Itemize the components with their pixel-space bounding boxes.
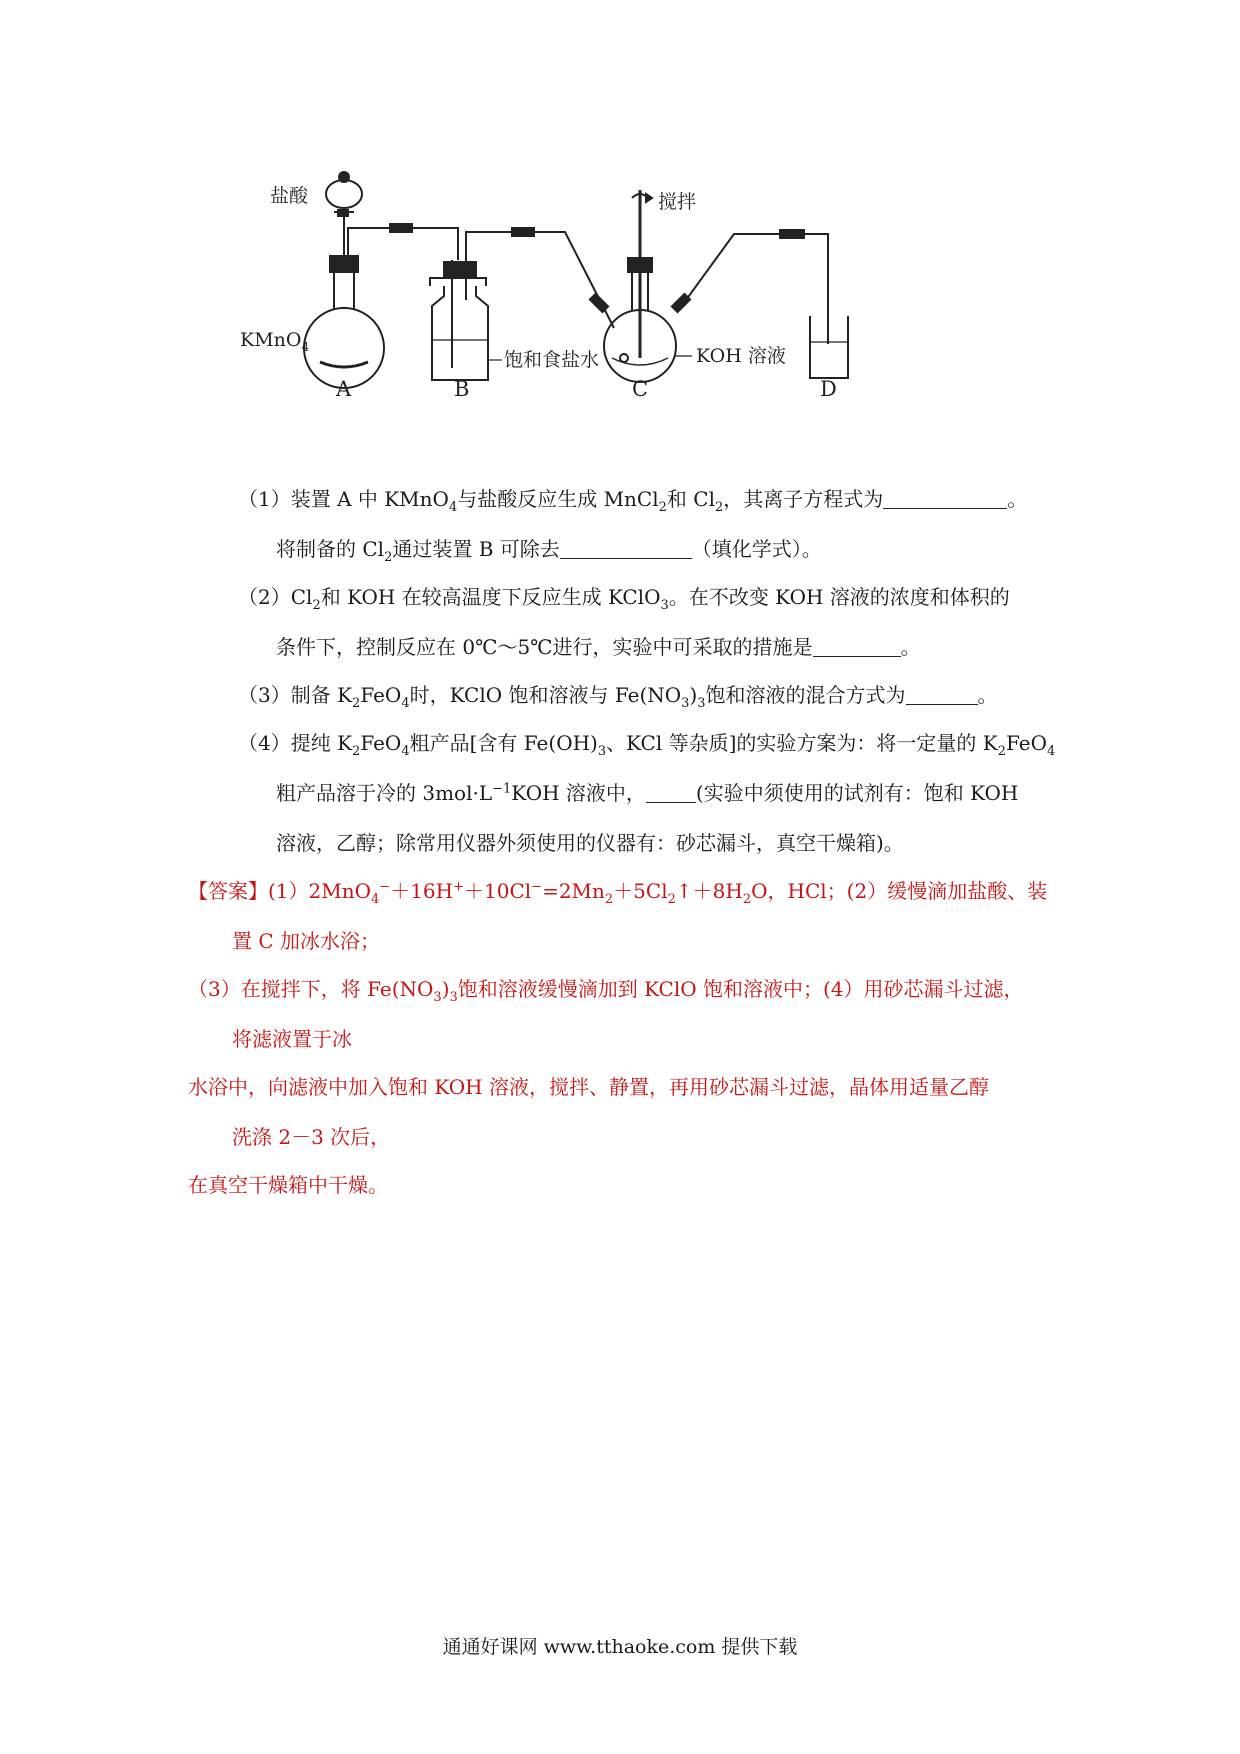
label-d: D xyxy=(820,377,837,401)
tube-c-d xyxy=(686,234,828,344)
answer-blank xyxy=(560,538,692,559)
answer-line-6: 洗涤 2－3 次后， xyxy=(232,1125,391,1149)
question-3: （3）制备 $K_2FeO_4$时，KClO 饱和溶液与 $Fe(NO_3)_3$饱和溶液的混合方式为 。 xyxy=(238,683,998,711)
question-1-line-2: 将制备的 $Cl_2$通过装置 B 可除去 （填化学式）。 xyxy=(276,537,822,565)
question-4-line-2: 粗产品溶于冷的 $3mol\cdot L^{-1}KOH$ 溶液中， (实验中须使用的试剂有：饱和 KOH xyxy=(276,781,1019,805)
answer-blank xyxy=(906,684,978,705)
apparatus-diagram xyxy=(240,150,940,460)
kmno4-label: KMnO$_4$ xyxy=(240,329,310,354)
stir-label: 搅拌 xyxy=(658,191,697,213)
footer-text: 通通好课网 www.tthaoke.com 提供下载 xyxy=(442,1636,798,1658)
tube-joint-1 xyxy=(390,224,412,232)
koh-label: KOH 溶液 xyxy=(696,345,786,367)
question-4-line-1: （4）提纯 $K_2FeO_4$粗产品[含有 $Fe(OH)_3$、KCl 等杂质]的实验方案为：将一定量的 $K_2FeO_4$ xyxy=(238,731,1056,759)
tube-joint-3 xyxy=(780,230,804,238)
answer-blank xyxy=(813,636,901,657)
brine-label: 饱和食盐水 xyxy=(504,349,600,371)
flask-c xyxy=(592,190,692,382)
question-2-line-2: 条件下，控制反应在 0℃～5℃进行，实验中可采取的措施是 。 xyxy=(276,635,921,659)
answer-line-2: 置 C 加冰水浴； xyxy=(232,929,381,953)
answer-line-1: 【答案】$(1)2MnO_4^-+16H^++10Cl^-=2Mn_2+5Cl_2↑+8H_2O$，HCl；(2）缓慢滴加盐酸、装 xyxy=(188,879,1048,907)
hcl-label: 盐酸 xyxy=(270,185,309,207)
question-4-line-3: 溶液，乙醇；除常用仪器外须使用的仪器有：砂芯漏斗，真空干燥箱)。 xyxy=(276,831,904,855)
answer-blank xyxy=(883,488,1007,509)
answer-line-3: （3）在搅拌下，将 $Fe(NO_3)_3$饱和溶液缓慢滴加到 KClO 饱和溶液中；(4）用砂芯漏斗过滤， xyxy=(188,977,1024,1005)
tube-joint-2 xyxy=(512,228,534,236)
answer-line-7: 在真空干燥箱中干燥。 xyxy=(188,1173,388,1197)
answer-blank xyxy=(646,782,696,803)
flask-a xyxy=(304,256,384,388)
question-2-line-1: $(2)Cl_2$和 KOH 在较高温度下反应生成 KClO$_3$。在不改变 KOH 溶液的浓度和体积的 xyxy=(238,585,1010,613)
label-c: C xyxy=(632,377,649,401)
bottle-b xyxy=(430,260,502,380)
label-a: A xyxy=(336,377,352,401)
separatory-funnel xyxy=(326,172,362,256)
answer-line-5: 水浴中，向滤液中加入饱和 KOH 溶液，搅拌、静置，再用砂芯漏斗过滤，晶体用适量乙醇 xyxy=(188,1075,989,1099)
answer-line-4: 将滤液置于冰 xyxy=(232,1027,352,1051)
label-b: B xyxy=(454,377,470,401)
question-1-line-1: （1）装置 A 中 KMnO$_4$与盐酸反应生成 MnCl$_2$和 $Cl_2$，其离子方程式为 。 xyxy=(238,487,1028,515)
